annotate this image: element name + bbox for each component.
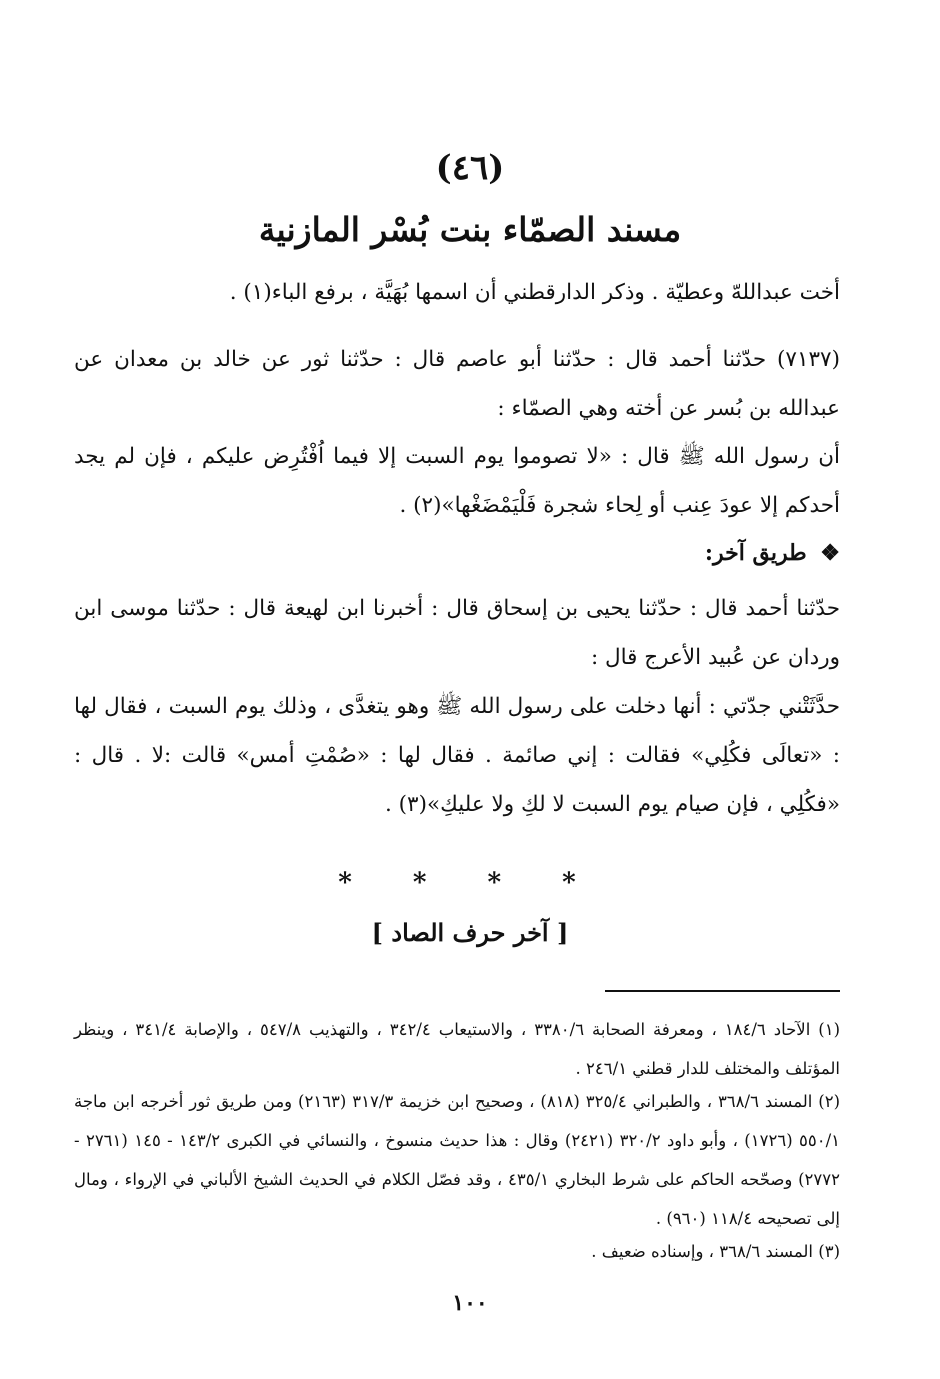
second-route-matn-paragraph: حدَّثَتْني جدّتي : أنها دخلت على رسول الله ﷺ وهو يتغدَّى ، وذلك يوم السبت ، فقال لها : «تعالَى فكُلِي» فقالت : إني صائمة . فقال لها : «صُمْتِ أمس» قالت :لا . قال : «فكُلِي ، فإن صيام يوم السبت لا لكِ ولا عليكِ»(٣) .: [74, 694, 840, 817]
chapter-number: (٤٦): [435, 148, 505, 188]
footnote-3: (٣) المسند ٣٦٨/٦ ، وإسناده ضعيف .: [591, 1242, 840, 1261]
hadith-isnad-paragraph: (٧١٣٧) حدّثنا أحمد قال : حدّثنا أبو عاصم قال : حدّثنا ثور عن خالد بن معدان عن عبدالله بن بُسر عن أخته وهي الصمّاء :: [74, 347, 840, 421]
end-of-letter-mark: [ آخر حرف الصاد ]: [371, 918, 569, 947]
hadith-matn-paragraph: أن رسول الله ﷺ قال : «لا تصوموا يوم السبت إلا فيما اُفْتُرِض عليكم ، فإن لم يجد أحدكم إلا عودَ عِنب أو لِحاء شجرة فَلْيَمْضَغْها»(٢) .: [74, 444, 840, 518]
diamond-icon: ❖: [820, 540, 840, 566]
section-heading-label: طريق آخر:: [704, 540, 807, 566]
footnote-1: (١) الآحاد ١٨٤/٦ ، ومعرفة الصحابة ٣٣٨٠/٦ ، والاستيعاب ٣٤٢/٤ ، والتهذيب ٥٤٧/٨ ، والإصابة ٣٤١/٤ ، وينظر المؤتلف والمختلف للدار قطني ٢٤٦/١ .: [74, 1020, 840, 1078]
footnote-divider: [605, 990, 840, 992]
intro-paragraph: أخت عبداللهّ وعطيّة . وذكر الدارقطني أن اسمها بُهَيَّة ، برفع الباء(١) .: [229, 280, 840, 305]
second-route-isnad-paragraph: حدّثنا أحمد قال : حدّثنا يحيى بن إسحاق قال : أخبرنا ابن لهيعة قال : حدّثنا موسى ابن وردان عن عُبيد الأعرج قال :: [74, 596, 840, 670]
page-number: ١٠٠: [452, 1290, 488, 1316]
footnote-2: (٢) المسند ٣٦٨/٦ ، والطبراني ٣٢٥/٤ (٨١٨) ، وصحيح ابن خزيمة ٣١٧/٣ (٢١٦٣) ومن طريق ثور أخرجه ابن ماجة ٥٥٠/١ (١٧٢٦) ، وأبو داود ٣٢٠/٢ (٢٤٢١) وقال : هذا حديث منسوخ ، والنسائي في الكبرى ١٤٣/٢ - ١٤٥ (٢٧٦١ - ٢٧٧٢) وصحّحه الحاكم على شرط البخاري ٤٣٥/١ ، وقد فصّل الكلام في الحديث الشيخ الألباني في الإرواء ، ومال إلى تصحيحه ١١٨/٤ (٩٦٠) .: [74, 1092, 841, 1228]
section-separator: * * * *: [338, 868, 602, 898]
section-heading: [705, 540, 840, 566]
chapter-title: مسند الصمّاء بنت بُسْر المازنية: [258, 210, 682, 249]
